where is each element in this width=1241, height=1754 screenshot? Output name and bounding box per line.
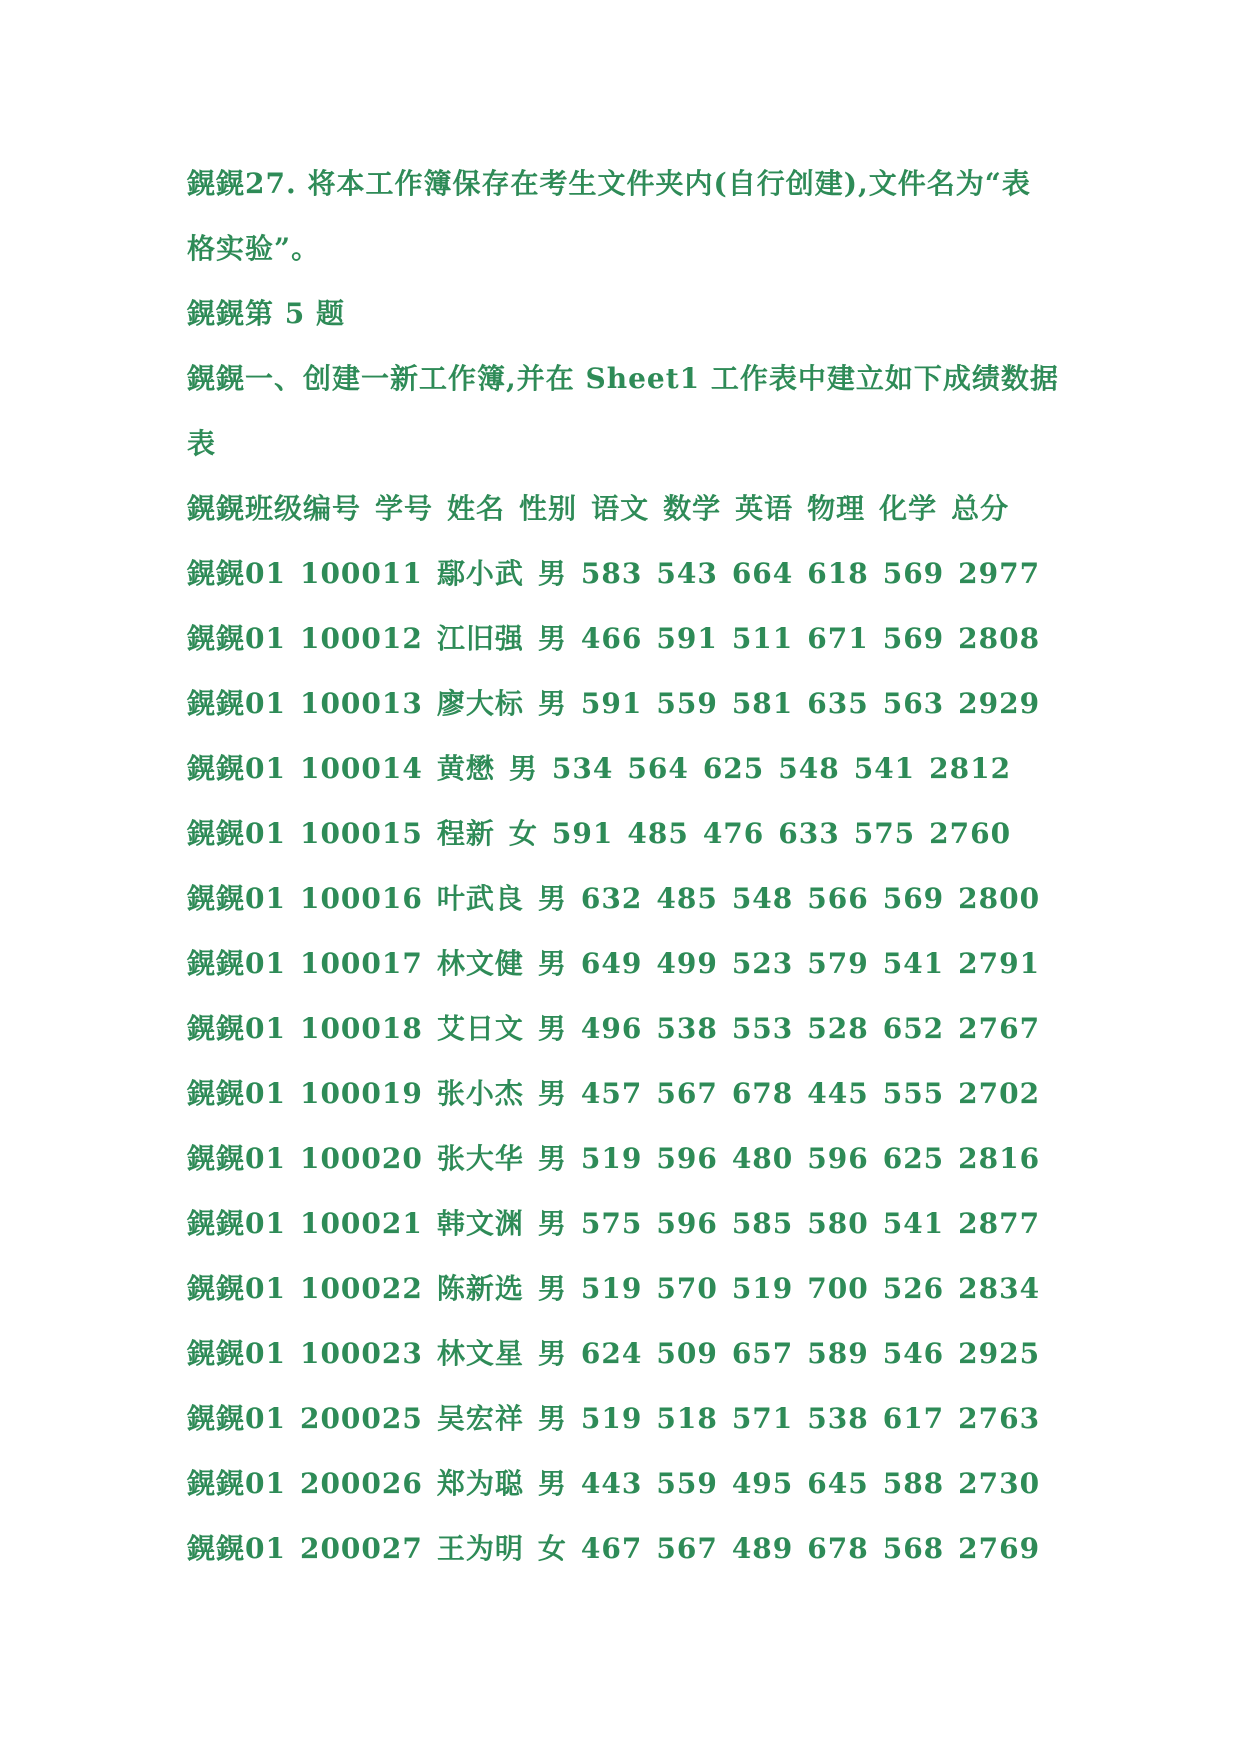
task-line-2: 表	[187, 427, 217, 460]
cell-chinese: 575	[580, 1207, 643, 1240]
header-name: 姓名	[447, 492, 506, 525]
cell-chemistry: 541	[882, 1207, 945, 1240]
cell-total: 2763	[958, 1402, 1041, 1435]
cell-chinese: 583	[580, 557, 643, 590]
cell-gender: 男	[537, 687, 567, 720]
cell-math: 567	[656, 1532, 718, 1565]
cell-physics: 700	[807, 1272, 869, 1305]
cell-chinese: 591	[580, 687, 643, 720]
cell-name: 吴宏祥	[436, 1402, 524, 1435]
cell-physics: 596	[807, 1142, 869, 1175]
cell-student-id: 100016	[299, 882, 423, 915]
cell-chemistry: 569	[882, 622, 945, 655]
cell-physics: 635	[807, 687, 869, 720]
cell-total: 2791	[958, 947, 1041, 980]
cell-student-id: 100012	[299, 622, 423, 655]
table-row	[187, 870, 1067, 935]
cell-math: 485	[656, 882, 718, 915]
cell-chemistry: 652	[882, 1012, 945, 1045]
header-english: 英语	[735, 492, 794, 525]
cell-student-id: 100023	[299, 1337, 423, 1370]
cell-student-id: 100011	[299, 557, 423, 590]
cell-chinese: 534	[551, 752, 614, 785]
cell-english: 625	[702, 752, 765, 785]
cell-chemistry: 575	[853, 817, 916, 850]
cell-class-id: 鎤鎤01	[187, 1272, 286, 1305]
cell-physics: 579	[807, 947, 869, 980]
table-header-row	[187, 480, 1067, 545]
cell-class-id: 鎤鎤01	[187, 1337, 286, 1370]
cell-total: 2808	[958, 622, 1041, 655]
cell-total: 2730	[958, 1467, 1041, 1500]
cell-english: 581	[731, 687, 794, 720]
cell-class-id: 鎤鎤01	[187, 1207, 286, 1240]
cell-class-id: 鎤鎤01	[187, 752, 286, 785]
cell-math: 596	[656, 1142, 718, 1175]
cell-student-id: 100022	[299, 1272, 423, 1305]
cell-gender: 男	[537, 1402, 567, 1435]
cell-gender: 男	[537, 1012, 567, 1045]
cell-chemistry: 546	[882, 1337, 945, 1370]
cell-total: 2925	[958, 1337, 1041, 1370]
cell-chinese: 467	[580, 1532, 643, 1565]
cell-chemistry: 541	[853, 752, 916, 785]
cell-name: 江旧强	[436, 622, 524, 655]
cell-physics: 580	[807, 1207, 869, 1240]
cell-class-id: 鎤鎤01	[187, 882, 286, 915]
cell-physics: 633	[778, 817, 840, 850]
cell-physics: 445	[807, 1077, 869, 1110]
cell-math: 591	[656, 622, 718, 655]
table-row	[187, 1520, 1067, 1585]
cell-student-id: 100020	[299, 1142, 423, 1175]
cell-class-id: 鎤鎤01	[187, 622, 286, 655]
cell-gender: 男	[537, 882, 567, 915]
cell-student-id: 100018	[299, 1012, 423, 1045]
cell-total: 2834	[958, 1272, 1041, 1305]
cell-physics: 589	[807, 1337, 869, 1370]
cell-name: 叶武良	[436, 882, 524, 915]
table-row	[187, 805, 1067, 870]
cell-english: 657	[731, 1337, 794, 1370]
table-row	[187, 1065, 1067, 1130]
cell-gender: 男	[537, 622, 567, 655]
cell-english: 480	[731, 1142, 794, 1175]
cell-gender: 男	[537, 1467, 567, 1500]
cell-math: 485	[627, 817, 689, 850]
cell-english: 519	[731, 1272, 794, 1305]
cell-english: 523	[731, 947, 794, 980]
table-row	[187, 545, 1067, 610]
cell-math: 559	[656, 1467, 718, 1500]
cell-chemistry: 541	[882, 947, 945, 980]
cell-name: 艾日文	[436, 1012, 524, 1045]
table-row	[187, 1000, 1067, 1065]
cell-name: 王为明	[436, 1532, 524, 1565]
cell-gender: 女	[537, 1532, 567, 1565]
cell-total: 2800	[958, 882, 1041, 915]
cell-english: 476	[702, 817, 765, 850]
cell-physics: 671	[807, 622, 869, 655]
cell-math: 570	[656, 1272, 718, 1305]
cell-english: 585	[731, 1207, 794, 1240]
cell-total: 2977	[958, 557, 1041, 590]
table-row	[187, 935, 1067, 1000]
cell-chinese: 519	[580, 1272, 643, 1305]
cell-physics: 538	[807, 1402, 869, 1435]
cell-english: 511	[731, 622, 794, 655]
cell-total: 2812	[929, 752, 1012, 785]
cell-student-id: 100015	[299, 817, 423, 850]
cell-student-id: 200025	[299, 1402, 423, 1435]
cell-student-id: 200026	[299, 1467, 423, 1500]
cell-chinese: 519	[580, 1402, 643, 1435]
cell-total: 2769	[958, 1532, 1041, 1565]
table-row	[187, 610, 1067, 675]
cell-chinese: 649	[580, 947, 643, 980]
cell-physics: 566	[807, 882, 869, 915]
cell-total: 2702	[958, 1077, 1041, 1110]
cell-chemistry: 526	[882, 1272, 945, 1305]
instruction-line-2: 格实验”。	[187, 232, 321, 265]
cell-chemistry: 569	[882, 557, 945, 590]
cell-gender: 男	[537, 1207, 567, 1240]
cell-class-id: 鎤鎤01	[187, 1142, 286, 1175]
cell-english: 678	[731, 1077, 794, 1110]
cell-chemistry: 563	[882, 687, 945, 720]
cell-chinese: 443	[580, 1467, 643, 1500]
cell-math: 596	[656, 1207, 718, 1240]
cell-name: 廖大标	[436, 687, 524, 720]
cell-chemistry: 617	[882, 1402, 945, 1435]
table-row	[187, 1325, 1067, 1390]
cell-total: 2760	[929, 817, 1012, 850]
cell-physics: 678	[807, 1532, 869, 1565]
cell-physics: 528	[807, 1012, 869, 1045]
cell-math: 559	[656, 687, 718, 720]
table-row	[187, 740, 1067, 805]
cell-student-id: 100019	[299, 1077, 423, 1110]
cell-gender: 女	[508, 817, 538, 850]
cell-student-id: 100021	[299, 1207, 423, 1240]
cell-student-id: 100017	[299, 947, 423, 980]
cell-total: 2767	[958, 1012, 1041, 1045]
cell-class-id: 鎤鎤01	[187, 1402, 286, 1435]
cell-name: 韩文渊	[436, 1207, 524, 1240]
question-title: 鎤鎤第 5 题	[187, 297, 345, 330]
instruction-line-1: 鎤鎤27. 将本工作簿保存在考生文件夹内(自行创建),文件名为“表	[187, 167, 1031, 200]
cell-name: 程新	[436, 817, 495, 850]
table-body	[187, 545, 1067, 1585]
header-math: 数学	[663, 492, 722, 525]
cell-chinese: 624	[580, 1337, 643, 1370]
cell-english: 664	[731, 557, 794, 590]
cell-gender: 男	[537, 1142, 567, 1175]
cell-class-id: 鎤鎤01	[187, 1532, 286, 1565]
cell-class-id: 鎤鎤01	[187, 947, 286, 980]
table-row	[187, 1195, 1067, 1260]
cell-student-id: 200027	[299, 1532, 423, 1565]
cell-chinese: 496	[580, 1012, 643, 1045]
cell-english: 571	[731, 1402, 794, 1435]
cell-physics: 548	[778, 752, 840, 785]
table-row	[187, 1390, 1067, 1455]
cell-chemistry: 555	[882, 1077, 945, 1110]
cell-gender: 男	[537, 557, 567, 590]
cell-chemistry: 569	[882, 882, 945, 915]
cell-math: 564	[627, 752, 689, 785]
task-line-1: 鎤鎤一、创建一新工作簿,并在 Sheet1 工作表中建立如下成绩数据	[187, 362, 1059, 395]
cell-physics: 618	[807, 557, 869, 590]
cell-class-id: 鎤鎤01	[187, 557, 286, 590]
cell-math: 567	[656, 1077, 718, 1110]
cell-physics: 645	[807, 1467, 869, 1500]
cell-math: 499	[656, 947, 718, 980]
header-total: 总分	[951, 492, 1010, 525]
cell-chinese: 457	[580, 1077, 643, 1110]
cell-class-id: 鎤鎤01	[187, 1012, 286, 1045]
cell-name: 张小杰	[436, 1077, 524, 1110]
cell-chemistry: 625	[882, 1142, 945, 1175]
cell-english: 489	[731, 1532, 794, 1565]
cell-gender: 男	[537, 1077, 567, 1110]
cell-english: 548	[731, 882, 794, 915]
header-student-id: 学号	[375, 492, 434, 525]
cell-class-id: 鎤鎤01	[187, 817, 286, 850]
header-physics: 物理	[807, 492, 866, 525]
cell-math: 509	[656, 1337, 718, 1370]
table-row	[187, 675, 1067, 740]
header-chinese: 语文	[591, 492, 650, 525]
cell-total: 2929	[958, 687, 1041, 720]
cell-total: 2877	[958, 1207, 1041, 1240]
cell-chinese: 591	[551, 817, 614, 850]
cell-name: 鄢小武	[436, 557, 524, 590]
cell-name: 郑为聪	[436, 1467, 524, 1500]
cell-english: 553	[731, 1012, 794, 1045]
cell-student-id: 100013	[299, 687, 423, 720]
cell-student-id: 100014	[299, 752, 423, 785]
cell-gender: 男	[508, 752, 538, 785]
cell-class-id: 鎤鎤01	[187, 1077, 286, 1110]
cell-math: 543	[656, 557, 718, 590]
cell-class-id: 鎤鎤01	[187, 1467, 286, 1500]
table-row	[187, 1130, 1067, 1195]
cell-chinese: 632	[580, 882, 643, 915]
cell-chemistry: 568	[882, 1532, 945, 1565]
cell-chemistry: 588	[882, 1467, 945, 1500]
header-gender: 性别	[519, 492, 578, 525]
header-chemistry: 化学	[879, 492, 938, 525]
cell-total: 2816	[958, 1142, 1041, 1175]
cell-name: 林文星	[436, 1337, 524, 1370]
table-row	[187, 1260, 1067, 1325]
cell-chinese: 519	[580, 1142, 643, 1175]
cell-class-id: 鎤鎤01	[187, 687, 286, 720]
document-content	[187, 155, 1067, 1585]
table-row	[187, 1455, 1067, 1520]
cell-math: 538	[656, 1012, 718, 1045]
cell-name: 张大华	[436, 1142, 524, 1175]
header-class-id: 鎤鎤班级编号	[187, 492, 362, 525]
cell-english: 495	[731, 1467, 794, 1500]
cell-chinese: 466	[580, 622, 643, 655]
cell-gender: 男	[537, 1337, 567, 1370]
cell-name: 黄懋	[436, 752, 495, 785]
cell-gender: 男	[537, 1272, 567, 1305]
cell-name: 陈新选	[436, 1272, 524, 1305]
cell-math: 518	[656, 1402, 718, 1435]
cell-gender: 男	[537, 947, 567, 980]
cell-name: 林文健	[436, 947, 524, 980]
